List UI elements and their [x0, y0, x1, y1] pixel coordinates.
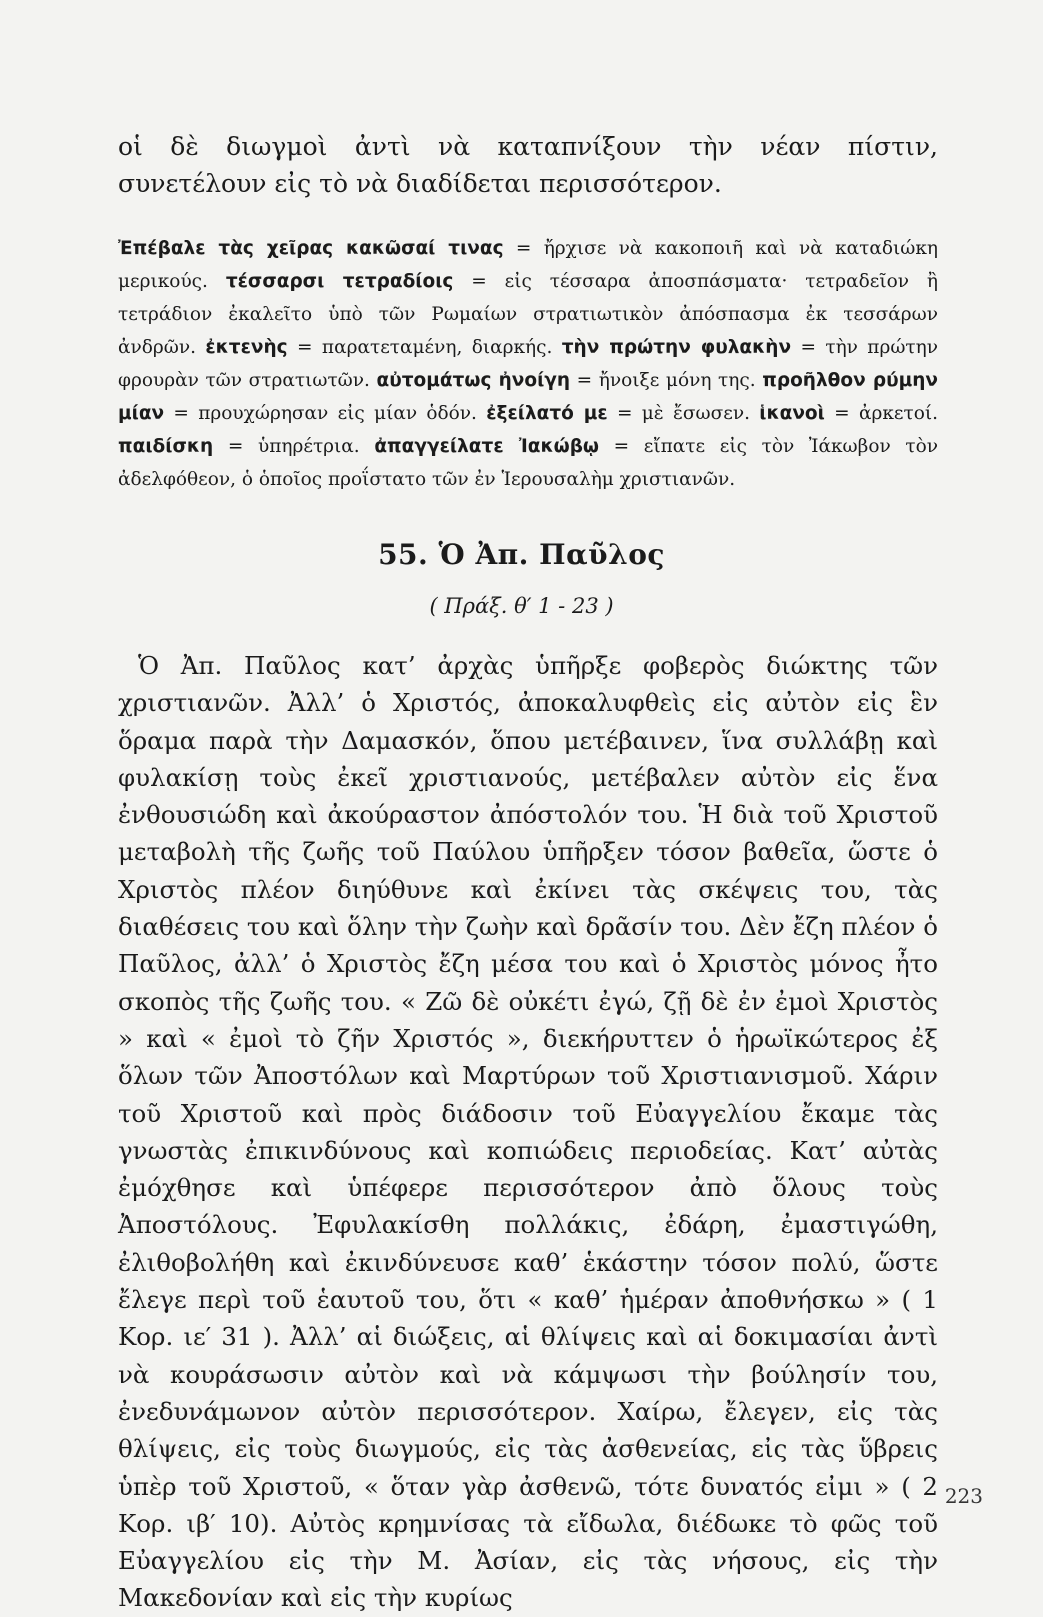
- note-term: Ἐπέβαλε τὰς χεῖρας κακῶσαί τινας: [118, 238, 504, 259]
- note-term: αὐτομάτως ἠνοίγη: [376, 370, 571, 391]
- note-definition: = εἴπατε εἰς τὸν Ἰάκωβον τὸν ἀδελφόθεον, ὁ ὁποῖος προΐστατο τῶν ἐν Ἱερουσαλὴμ χριστιανῶν.: [118, 436, 938, 490]
- main-text: [118, 647, 938, 1617]
- note-term: προῆλθον ρύμην μίαν: [118, 370, 939, 424]
- intro-paragraph: οἱ δὲ διωγμοὶ ἀντὶ νὰ καταπνίξουν τὴν νέαν πίστιν, συνετέλουν εἰς τὸ νὰ διαδίδεται περισσότερον.: [118, 132, 938, 198]
- note-definition: = προυχώρησαν εἰς μίαν ὁδόν.: [164, 403, 487, 424]
- note-definition: = παρατεταμένη, διαρκής.: [287, 337, 562, 358]
- note-definition: = τὴν πρώτην φρουρὰν τῶν στρατιωτῶν.: [118, 337, 938, 391]
- note-term: τὴν πρώτην φυλακὴν: [561, 337, 792, 358]
- note-term: ἱκανοὶ: [759, 403, 825, 424]
- section-reference: ( Πράξ. θ′ 1 - 23 ): [429, 594, 614, 618]
- note-term: τέσσαρσι τετραδίοις: [225, 271, 454, 292]
- glossary-notes: [118, 232, 938, 496]
- page-number: 223: [944, 1484, 983, 1508]
- note-term: ἀπαγγείλατε Ἰακώβῳ: [374, 436, 600, 457]
- note-definition: = ἤνοιξε μόνη της.: [570, 370, 763, 391]
- note-definition: = μὲ ἔσωσεν.: [607, 403, 760, 424]
- note-term: ἐξείλατό με: [486, 403, 608, 424]
- note-definition: = ὑπηρέτρια.: [213, 436, 375, 457]
- note-definition: = εἰς τέσσαρα ἀποσπάσματα· τετραδεῖον ἢ τετράδιον ἐκαλεῖτο ὑπὸ τῶν Ρωμαίων στρατιωτικὸν ἀπόσπασμα ἐκ τεσσάρων ἀνδρῶν.: [118, 271, 938, 358]
- section-heading: 55. Ὁ Ἀπ. Παῦλος: [378, 538, 665, 571]
- main-paragraph: Ὁ Ἀπ. Παῦλος κατ’ ἀρχὰς ὑπῆρξε φοβερὸς διώκτης τῶν χριστιανῶν. Ἀλλ’ ὁ Χριστός, ἀποκαλυφθεὶς εἰς αὐτὸν εἰς ἓν ὅραμα παρὰ τὴν Δαμασκόν, ὅπου μετέβαινεν, ἵνα συλλάβῃ καὶ φυλακίσῃ τοὺς ἐκεῖ χριστιανούς, μετέβαλεν αὐτὸν εἰς ἕνα ἐνθουσιώδη καὶ ἀκούραστον ἀπόστολόν του. Ἡ διὰ τοῦ Χριστοῦ μεταβολὴ τῆς ζωῆς τοῦ Παύλου ὑπῆρξεν τόσον βαθεῖα, ὥστε ὁ Χριστὸς πλέον διηύθυνε καὶ ἐκίνει τὰς σκέψεις του, τὰς διαθέσεις του καὶ ὅλην τὴν ζωὴν καὶ δρᾶσίν του. Δὲν ἔζη πλέον ὁ Παῦλος, ἀλλ’ ὁ Χριστὸς ἔζη μέσα του καὶ ὁ Χριστὸς μόνος ἦτο σκοπὸς τῆς ζωῆς του. « Ζῶ δὲ οὐκέτι ἐγώ, ζῇ δὲ ἐν ἐμοὶ Χριστὸς » καὶ « ἐμοὶ τὸ ζῆν Χριστός », διεκήρυττεν ὁ ἡρωϊκώτερος ἐξ ὅλων τῶν Ἀποστόλων καὶ Μαρτύρων τοῦ Χριστιανισμοῦ. Χάριν τοῦ Χριστοῦ καὶ πρὸς διάδοσιν τοῦ Εὐαγγελίου ἔκαμε τὰς γνωστὰς ἐπικινδύνους καὶ κοπιώδεις περιοδείας. Κατ’ αὐτὰς ἐμόχθησε καὶ ὑπέφερε περισσότερον ἀπὸ ὅλους τοὺς Ἀποστόλους. Ἐφυλακίσθη πολλάκις, ἐδάρη, ἐμαστιγώθη, ἐλιθοβολήθη καὶ ἐκινδύνευσε καθ’ ἑκάστην τόσον πολύ, ὥστε ἔλεγε περὶ τοῦ ἑαυτοῦ του, ὅτι « καθ’ ἡμέραν ἀποθνήσκω » ( 1 Κορ. ιε′ 31 ). Ἀλλ’ αἱ διώξεις, αἱ θλίψεις καὶ αἱ δοκιμασίαι ἀντὶ νὰ κουράσωσιν αὐτὸν καὶ νὰ κάμψωσι τὴν βούλησίν του, ἐνεδυνάμωνον αὐτὸν περισσότερον. Χαίρω, ἔλεγεν, εἰς τὰς θλίψεις, εἰς τοὺς διωγμούς, εἰς τὰς ἀσθενείας, εἰς τὰς ὕβρεις ὑπὲρ τοῦ Χριστοῦ, « ὅταν γὰρ ἀσθενῶ, τότε δυνατός εἰμι » ( 2 Κορ. ιβ′ 10). Αὐτὸς κρημνίσας τὰ εἴδωλα, διέδωκε τὸ φῶς τοῦ Εὐαγγελίου εἰς τὴν Μ. Ἀσίαν, εἰς τὰς νήσους, εἰς τὴν Μακεδονίαν καὶ εἰς τὴν κυρίως: [118, 651, 938, 1613]
- note-definition: = ἀρκετοί.: [824, 403, 938, 424]
- note-term: παιδίσκη: [118, 436, 214, 457]
- note-definition: = ἤρχισε νὰ κακοποιῆ καὶ νὰ καταδιώκη μερικούς.: [118, 238, 938, 292]
- note-term: ἐκτενὴς: [205, 337, 288, 358]
